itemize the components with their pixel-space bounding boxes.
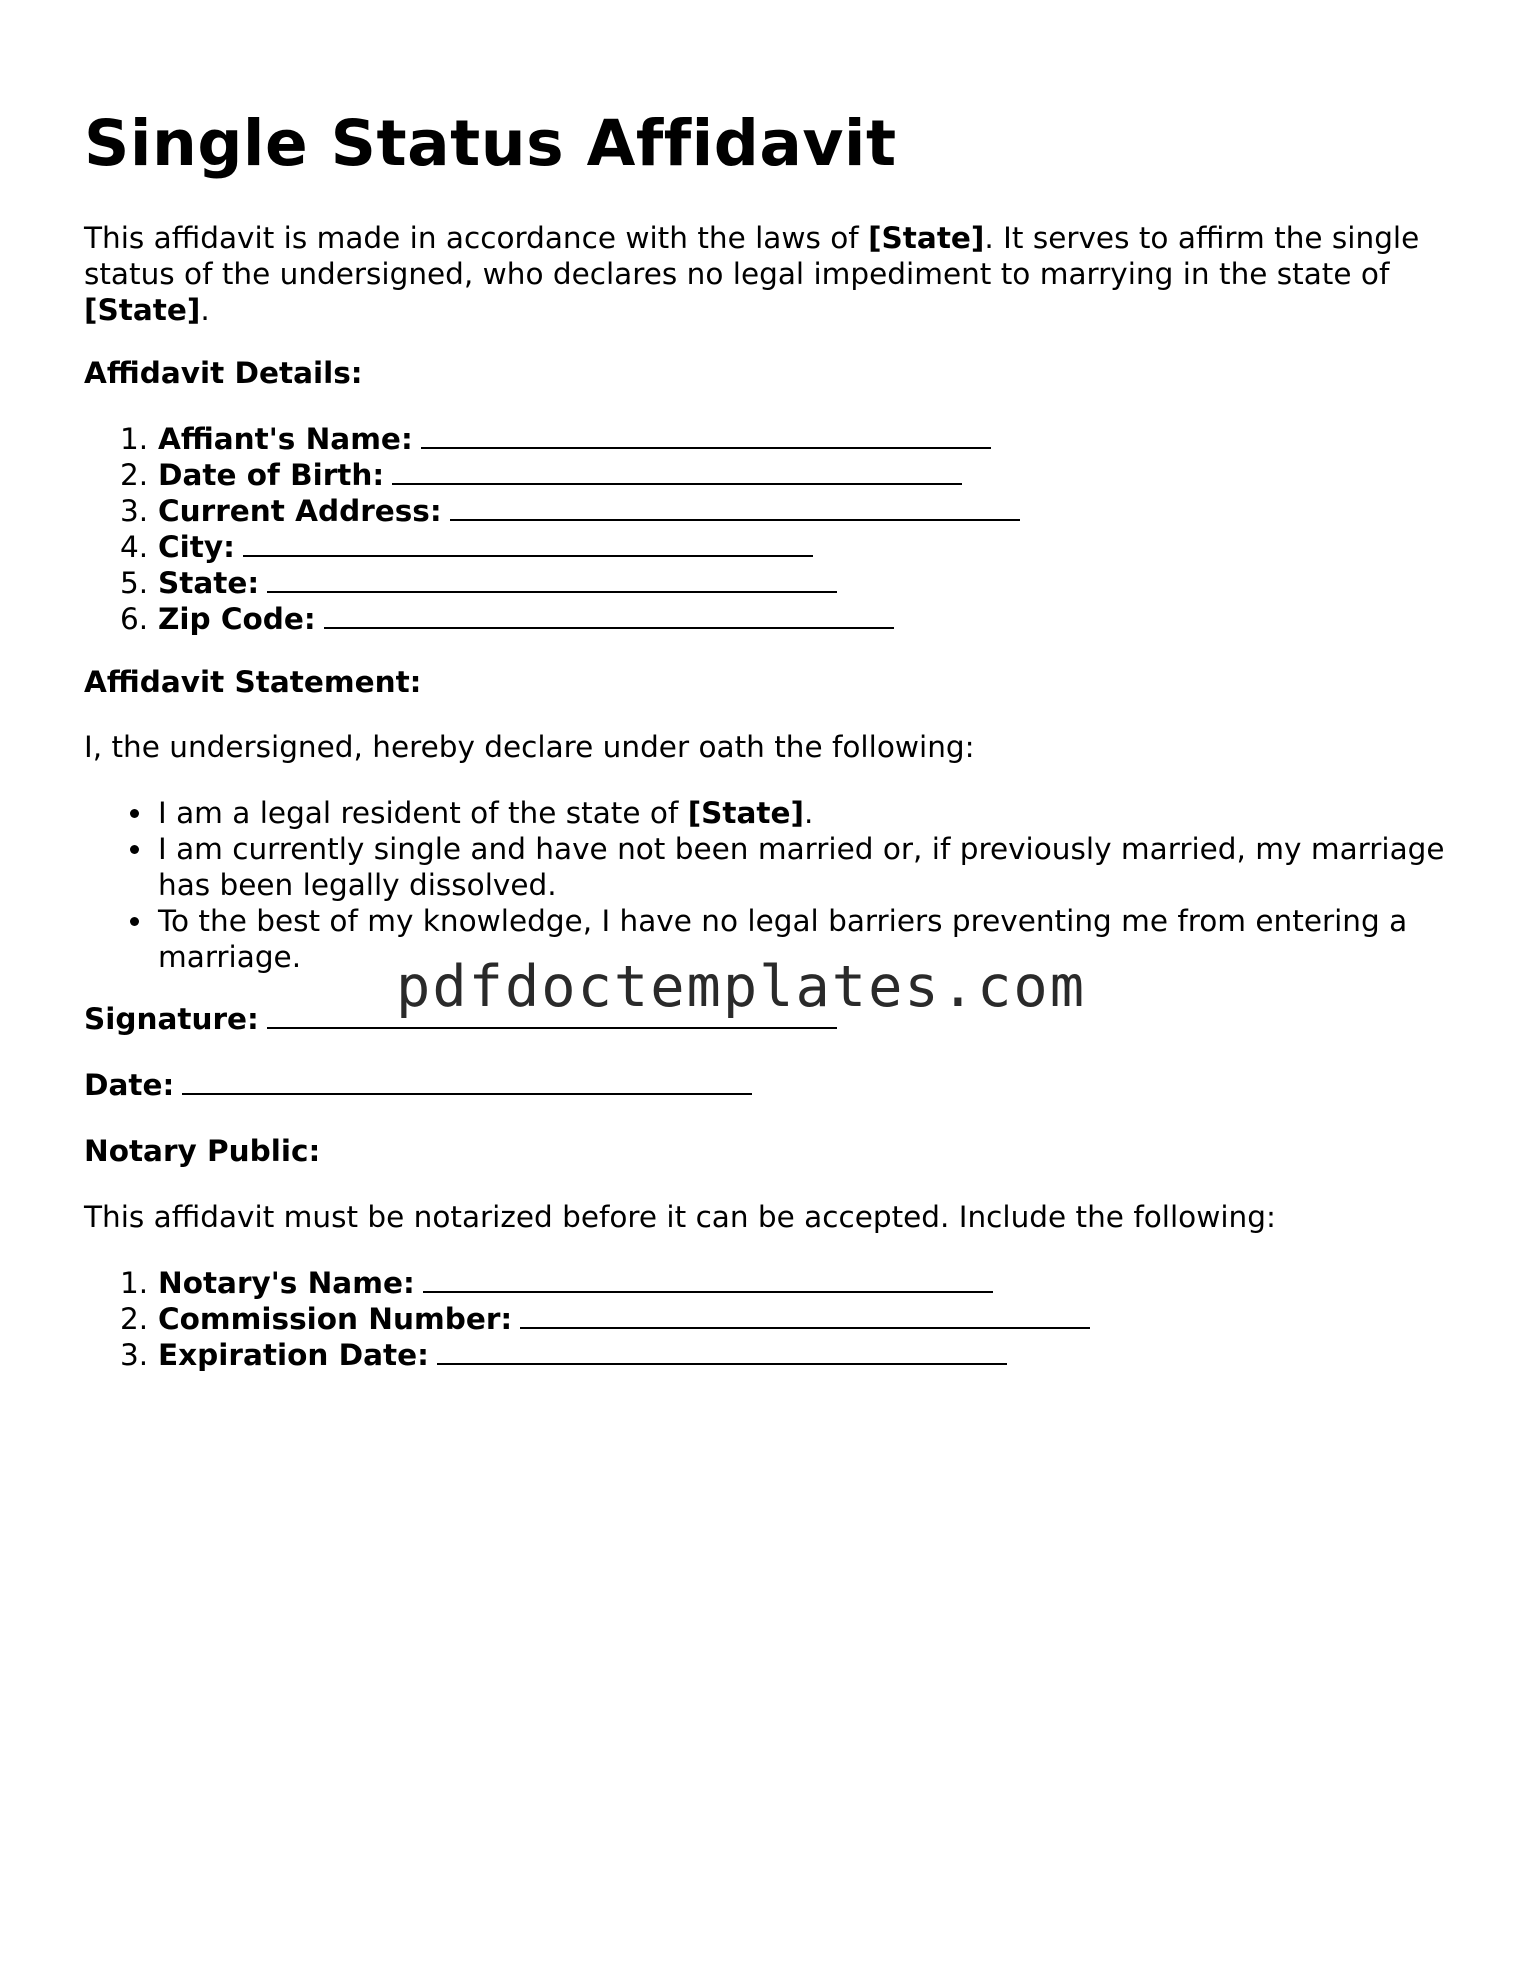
statement-item-residency	[84, 795, 1454, 831]
notary-item-commission	[84, 1301, 1090, 1337]
affiant-name-field[interactable]	[421, 421, 991, 449]
detail-number: 6.	[120, 602, 149, 636]
statement-heading: Affidavit Statement:	[84, 665, 422, 699]
statement-list	[84, 795, 1454, 975]
detail-item-affiant-name	[84, 421, 1020, 457]
state-field[interactable]	[267, 565, 837, 593]
intro-state-2: [State]	[84, 293, 201, 327]
detail-label: City:	[158, 530, 235, 564]
expiration-date-field[interactable]	[437, 1337, 1007, 1365]
statement-item-no-barriers: To the best of my knowledge, I have no legal barriers preventing me from entering a marriage.	[84, 903, 1454, 975]
notary-number: 2.	[120, 1302, 149, 1336]
intro-text-2: . It serves to affirm the single status of the undersigned, who declares no legal impediment to marrying in the state of	[84, 221, 1420, 291]
commission-number-field[interactable]	[520, 1301, 1090, 1329]
detail-label: State:	[158, 566, 260, 600]
notary-item-expiration	[84, 1337, 1090, 1373]
statement-state: [State]	[687, 796, 805, 830]
detail-label: Date of Birth:	[158, 458, 385, 492]
notary-list	[84, 1265, 1090, 1373]
date-of-birth-field[interactable]	[392, 457, 962, 485]
intro-text-3: .	[200, 293, 210, 327]
detail-item-zip-code	[84, 601, 1020, 637]
detail-label: Affiant's Name:	[158, 422, 413, 456]
city-field[interactable]	[243, 529, 813, 557]
statement-text-end: .	[804, 796, 814, 830]
detail-item-state	[84, 565, 1020, 601]
notary-label: Expiration Date:	[158, 1338, 429, 1372]
notary-intro: This affidavit must be notarized before it can be accepted. Include the following:	[84, 1200, 1276, 1234]
detail-label: Zip Code:	[158, 602, 316, 636]
notary-item-name	[84, 1265, 1090, 1301]
notary-number: 1.	[120, 1266, 149, 1300]
watermark: pdfdoctemplates.com	[396, 954, 1087, 1020]
notary-label: Notary's Name:	[158, 1266, 415, 1300]
date-row	[84, 1067, 752, 1103]
detail-number: 5.	[120, 566, 149, 600]
detail-item-current-address	[84, 493, 1020, 529]
signature-label: Signature:	[84, 1002, 259, 1036]
detail-number: 2.	[120, 458, 149, 492]
detail-item-date-of-birth	[84, 457, 1020, 493]
date-label: Date:	[84, 1068, 175, 1102]
notary-number: 3.	[120, 1338, 149, 1372]
intro-text-1: This affidavit is made in accordance with the laws of	[84, 221, 869, 255]
page-title: Single Status Affidavit	[84, 107, 897, 180]
date-field[interactable]	[182, 1067, 752, 1095]
detail-number: 4.	[120, 530, 149, 564]
details-heading: Affidavit Details:	[84, 356, 363, 390]
notary-heading: Notary Public:	[84, 1134, 321, 1168]
statement-intro: I, the undersigned, hereby declare under oath the following:	[84, 730, 975, 764]
detail-item-city	[84, 529, 1020, 565]
detail-number: 3.	[120, 494, 149, 528]
current-address-field[interactable]	[450, 493, 1020, 521]
intro-paragraph	[84, 220, 1454, 328]
statement-item-single: I am currently single and have not been married or, if previously married, my marriage has been legally dissolved.	[84, 831, 1454, 903]
details-list	[84, 421, 1020, 637]
intro-state-1: [State]	[868, 221, 985, 255]
notary-label: Commission Number:	[158, 1302, 513, 1336]
zip-code-field[interactable]	[324, 601, 894, 629]
detail-number: 1.	[120, 422, 149, 456]
notary-name-field[interactable]	[423, 1265, 993, 1293]
detail-label: Current Address:	[158, 494, 442, 528]
statement-text: I am a legal resident of the state of	[158, 796, 688, 830]
